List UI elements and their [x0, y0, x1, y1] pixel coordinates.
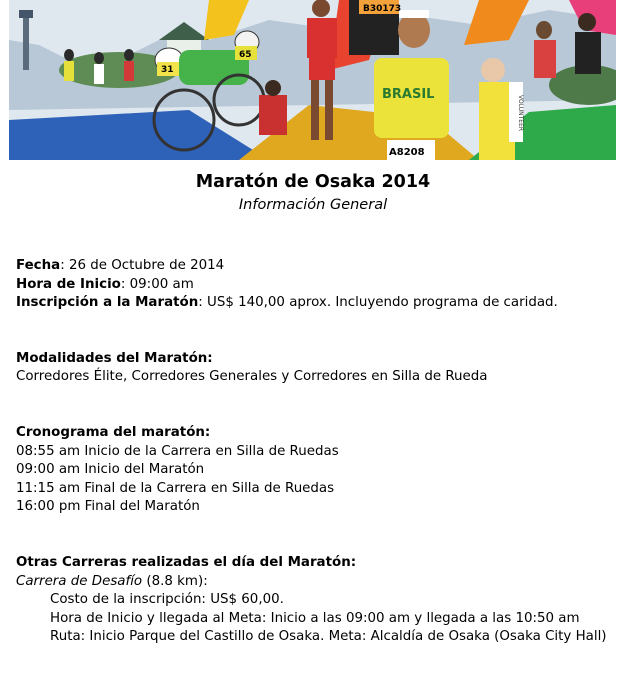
fecha-value: : 26 de Octubre de 2014 — [60, 258, 225, 273]
info-content — [16, 257, 616, 647]
race-detail: Costo de la inscripción: US$ 60,00. — [50, 592, 284, 608]
modalidades-text: Corredores Élite, Corredores Generales y Corredores en Silla de Rueda — [16, 369, 488, 385]
race-name-line — [16, 573, 616, 592]
cronograma-item: 09:00 am Inicio del Maratón — [16, 462, 205, 478]
race-name: Carrera de Desafío — [16, 573, 143, 589]
race-detail: Hora de Inicio y llegada al Meta: Inicio a las 09:00 am y llegada a las 10:50 am — [50, 610, 580, 626]
fecha-line — [16, 257, 616, 276]
inscripcion-line — [16, 294, 616, 313]
bib-a8208: A8208 — [389, 147, 425, 158]
volunteer-text: VOLUNTEER — [517, 95, 524, 132]
race-distance: (8.8 km): — [142, 573, 208, 589]
inscripcion-label: Inscripción a la Maratón — [16, 295, 199, 311]
inscripcion-value: : US$ 140,00 aprox. Incluyendo programa de caridad. — [198, 295, 558, 311]
bib-b30173: B30173 — [363, 4, 402, 14]
hora-label: Hora de Inicio — [16, 276, 121, 292]
bib-65: 65 — [239, 50, 252, 60]
bib-31: 31 — [161, 65, 174, 75]
cronograma-item: 16:00 pm Final del Maratón — [16, 499, 200, 515]
marathon-banner-photo — [9, 0, 616, 160]
hora-value: : 09:00 am — [120, 276, 194, 292]
page-subtitle: Información General — [238, 197, 388, 213]
hora-line — [16, 276, 616, 295]
fecha-label: Fecha — [16, 258, 61, 273]
modalidades-heading: Modalidades del Maratón: — [16, 350, 213, 366]
race-detail: Ruta: Inicio Parque del Castillo de Osaka. Meta: Alcaldía de Osaka (Osaka City Hall) — [50, 629, 607, 645]
cronograma-item: 11:15 am Final de la Carrera en Silla de Ruedas — [16, 480, 335, 496]
otras-heading: Otras Carreras realizadas el día del Maratón: — [16, 554, 357, 570]
cronograma-heading: Cronograma del maratón: — [16, 424, 211, 440]
banner-illustration — [9, 0, 616, 160]
page-title: Maratón de Osaka 2014 — [195, 172, 431, 192]
shirt-brasil-text: BRASIL — [382, 87, 435, 102]
cronograma-item: 08:55 am Inicio de la Carrera en Silla de Ruedas — [16, 443, 339, 459]
